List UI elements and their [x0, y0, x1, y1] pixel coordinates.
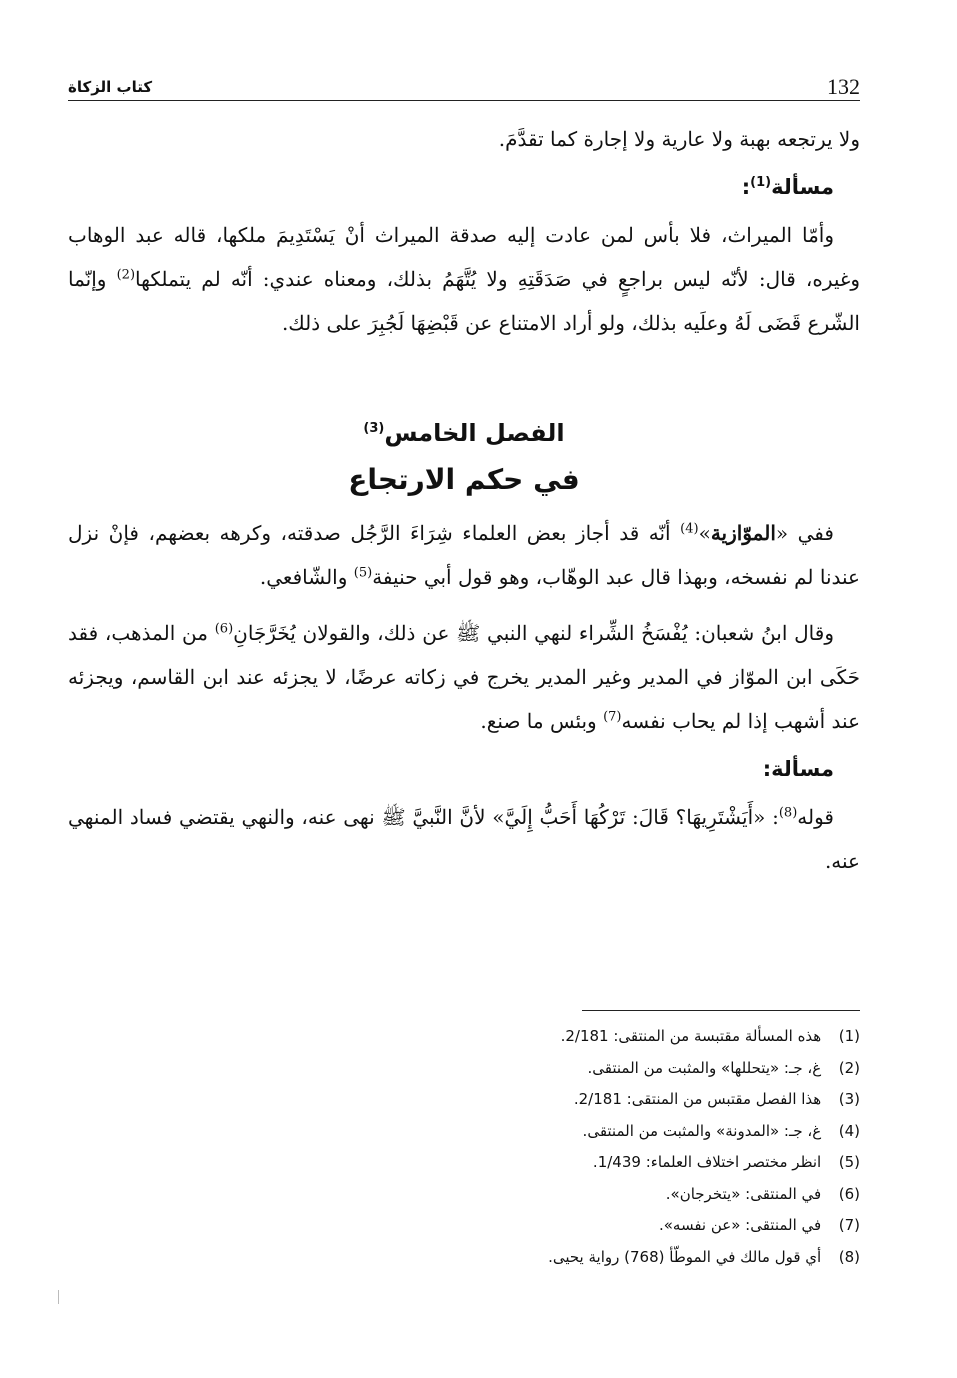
paragraph-4-b: من المذهب، فقد حَكَى ابن الموّاز في المدير وغير المدير يخرج في زكاته عرضًا، لا يجزئه عند ابن القاسم، ويجزئه عند أشهب إذا لم يحاب نفسه [68, 621, 860, 733]
footnote-number: (2) [838, 1058, 860, 1077]
main-text [68, 117, 860, 883]
paragraph-2 [68, 213, 860, 345]
footnote-ref-2: (2) [116, 267, 136, 283]
page-number: 132 [827, 74, 860, 99]
footnote-item [68, 1021, 860, 1053]
paragraph-4 [68, 611, 860, 743]
masala-label: مسألة [771, 175, 834, 199]
footnote-item [68, 1053, 860, 1085]
footnote-number: (4) [838, 1121, 860, 1140]
footnote-item [68, 1116, 860, 1148]
paragraph-2-text: وأمّا الميراث، فلا بأس لمن عادت إليه صدقة الميراث أنْ يَسْتَدِيمَ ملكها، قاله عبد الوهاب وغيره، قال: لأنّه ليس براجعٍ في صَدَقَتِهِ ولا يُتَّهَمُ بذلك، ومعناه عندي: أنّه لم يتملكها [68, 223, 861, 291]
footnote-number: (1) [838, 1027, 860, 1045]
footnote-ref-7: (7) [603, 709, 622, 725]
footnote-text: أي قول مالك في الموطّأ (768) رواية يحيى. [548, 1247, 822, 1266]
section-title [68, 411, 860, 455]
footnote-number: (3) [838, 1090, 860, 1108]
scan-artifact [58, 1290, 59, 1304]
paragraph-5 [68, 795, 860, 883]
footnote-text: هذه المسألة مقتبسة من المنتقى: 2/181. [560, 1027, 822, 1045]
footnote-text: في المنتقى: «عن نفسه». [658, 1216, 822, 1234]
paragraph-4-a: وقال ابنُ شعبان: يُفْسَخُ الشِّراء لنهي النبي ﷺ عن ذلك، والقولان يُخَرَّجَانِ [233, 621, 834, 645]
footnote-number: (6) [838, 1184, 860, 1203]
paragraph-5-b: : «أَيَشْتَرِيهَا؟ قَالَ: تَرْكُهَا أَحَبُّ إِلَيَّ» لأنَّ النَّبيَّ ﷺ نهى عنه، والنهي يقتضي فساد المنهي عنه. [68, 805, 860, 873]
footnote-item [68, 1179, 860, 1211]
page-header [68, 60, 860, 101]
footnote-ref-3: (3) [363, 421, 385, 436]
paragraph-2-cont: وإنّما الشّرع قَضَى لَهُ وعلَيه بذلك، ولو أراد الامتناع عن قَبْضِهَا لَجُبِرَ على ذلك. [68, 267, 860, 335]
masala-heading-1 [68, 161, 860, 213]
footnote-ref-1: (1) [750, 175, 772, 190]
footnote-text: غ، جـ: «المدونة» والمثبت من المنتقى. [582, 1121, 822, 1140]
paragraph-4-c: وبئس ما صنع. [480, 709, 604, 733]
footnote-text: هذا الفصل مقتبس من المنتقى: 2/181. [573, 1090, 822, 1108]
footnote-item [68, 1242, 860, 1274]
section-heading [68, 411, 860, 505]
paragraph-5-a: قوله [797, 805, 834, 829]
paragraph-3-d: والشّافعي. [259, 565, 354, 589]
book-page [68, 60, 860, 1320]
footnote-item [68, 1147, 860, 1179]
paragraph-3-a: ففي « [775, 521, 834, 545]
footnote-number: (7) [838, 1216, 860, 1234]
footnote-ref-4: (4) [680, 521, 699, 537]
footnote-text: غ، جـ: «يتحللها» والمثبت من المنتقى. [587, 1058, 822, 1077]
masala-colon: : [741, 175, 751, 199]
footnote-text: في المنتقى: «يتخرجان». [665, 1184, 822, 1203]
section-subtitle: في حكم الارتجاع [348, 463, 580, 496]
paragraph-1: ولا يرتجعه بهبة ولا عارية ولا إجارة كما تقدَّمَ. [498, 127, 860, 151]
footnote-number: (8) [838, 1247, 860, 1266]
paragraph-3-c: أنّه قد أجاز بعض العلماء شِرَاءَ الرَّجُل صدقته، وكرهه بعضهم، فإنْ نزل عندنا لم نفسخه، وبهذا قال عبد الوهّاب، وهو قول أبي حنيفة [68, 521, 860, 589]
footnote-item [68, 1210, 860, 1242]
section-title-text: الفصل الخامس [384, 419, 565, 447]
footnote-text: انظر مختصر اختلاف العلماء: 1/439. [592, 1153, 822, 1171]
footnote-ref-6: (6) [214, 621, 234, 637]
footnote-number: (5) [838, 1153, 860, 1171]
book-name-muwaziya: الموّازية [710, 521, 776, 545]
paragraph-3 [68, 511, 860, 599]
footnotes [68, 1010, 860, 1273]
footnote-item [68, 1084, 860, 1116]
footnote-separator [582, 1010, 860, 1011]
footnote-ref-8: (8) [778, 805, 798, 821]
footnote-ref-5: (5) [353, 565, 373, 581]
running-title: كتاب الزكاة [68, 78, 153, 96]
masala-heading-2: مسألة: [762, 757, 834, 781]
paragraph-3-b: » [698, 521, 711, 545]
